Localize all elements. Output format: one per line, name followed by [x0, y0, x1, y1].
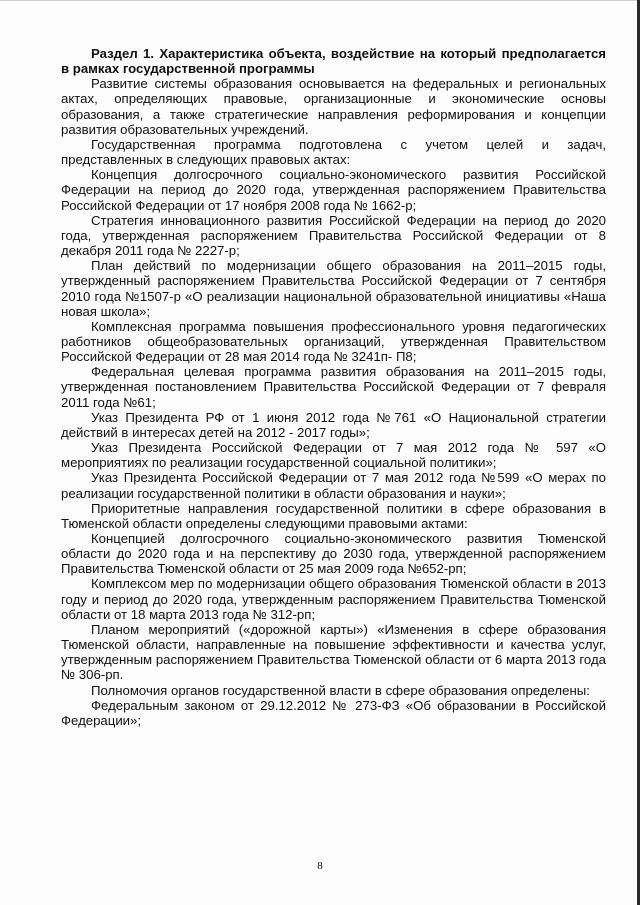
paragraph: План действий по модернизации общего образования на 2011–2015 годы, утвержденный распоряжением Правительства Российской Федерации от 7 сентября 2010 года №1507-р «О реализации национальной образовательной инициативы «Наша новая школа»; [61, 258, 606, 319]
paragraph: Приоритетные направления государственной политики в сфере образования в Тюменской области определены следующими правовыми актами: [61, 500, 606, 531]
paragraph: Концепцией долгосрочного социально-экономического развития Тюменской области до 2020 года и на перспективу до 2030 года, утвержденной распоряжением Правительства Тюменской области от 25 мая 2009 года №652-рп; [61, 531, 606, 577]
paragraph: Комплексом мер по модернизации общего образования Тюменской области в 2013 году и период до 2020 года, утвержденным распоряжением Правительства Тюменской области от 18 марта 2013 года № 312-рп; [61, 576, 606, 622]
paragraph: Стратегия инновационного развития Российской Федерации на период до 2020 года, утвержденная распоряжением Правительства Российской Федерации от 8 декабря 2011 года № 2227-р; [61, 212, 606, 259]
paragraph: Развитие системы образования основывается на федеральных и региональных актах, определяющих правовые, организационные и экономические основы образования, а также стратегические направления реформирования и концепции развития образовательных учреждений. [61, 76, 606, 137]
document-body [61, 46, 606, 728]
paragraph: Полномочия органов государственной власти в сфере образования определены: [91, 682, 590, 698]
paragraph: Указ Президента Российской Федерации от 7 мая 2012 года № 597 «О мероприятиях по реализации государственной социальной политики»; [61, 440, 606, 471]
paragraph: Комплексная программа повышения профессионального уровня педагогических работников общеобразовательных организаций, утвержденная Правительством Российской Федерации от 28 мая 2014 года № 3241п- П8; [61, 318, 606, 365]
paragraph: Концепция долгосрочного социально-экономического развития Российской Федерации на период до 2020 года, утвержденная распоряжением Правительства Российской Федерации от 17 ноября 2008 года № 1662-р; [61, 167, 606, 213]
paragraph: Государственная программа подготовлена с учетом целей и задач, представленных в следующих правовых актах: [61, 136, 606, 168]
page-number: 8 [317, 860, 323, 872]
paragraph: Федеральная целевая программа развития образования на 2011–2015 годы, утвержденная постановлением Правительства Российской Федерации от 7 февраля 2011 года №61; [61, 364, 606, 410]
paragraph: Федеральным законом от 29.12.2012 № 273-ФЗ «Об образовании в Российской Федерации»; [61, 697, 606, 728]
paragraph: Указ Президента Российской Федерации от 7 мая 2012 года №599 «О мерах по реализации государственной политики в области образования и науки»; [61, 470, 606, 501]
paragraph: Указ Президента РФ от 1 июня 2012 года №761 «О Национальной стратегии действий в интересах детей на 2012 - 2017 годы»; [61, 409, 606, 440]
section-heading: Раздел 1. Характеристика объекта, воздействие на который предполагается в рамках государственной программы [61, 46, 606, 77]
scan-edge-top [0, 0, 640, 1]
paragraph: Планом мероприятий («дорожной карты») «Изменения в сфере образования Тюменской области, направленные на повышение эффективности и качества услуг, утвержденным распоряжением Правительства Тюменской области от 6 марта 2013 года № 306-рп. [61, 621, 606, 683]
